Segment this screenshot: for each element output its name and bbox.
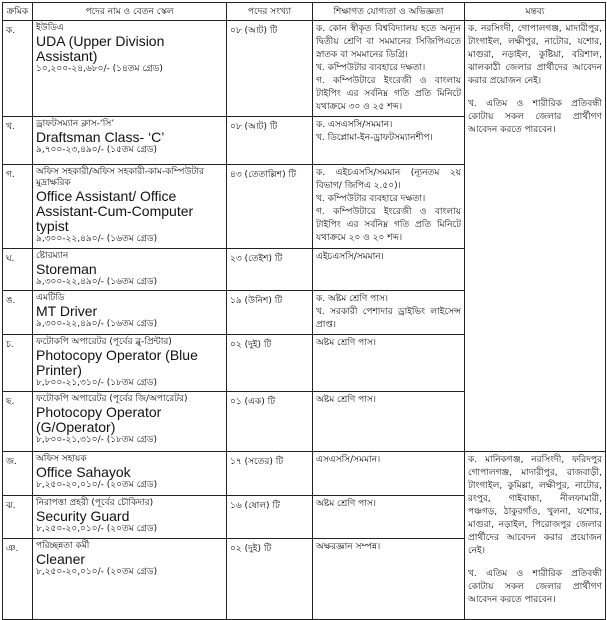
pay-scale: ৮,২৫০-২০,০১০/- (২০তম গ্রেড)	[36, 567, 158, 578]
pay-scale: ৮,৮০০-২১,৩১০/- (১৮তম গ্রেড)	[36, 378, 158, 388]
qualification-item: ক. এসএসসি/সমমান।	[316, 120, 393, 130]
qualification-cell	[313, 21, 465, 117]
pay-scale: ৮,২৫০-২০,০১০/- (২০তম গ্রেড)	[36, 523, 158, 534]
post-name-en: Draftsman Class- ‘C’	[36, 129, 165, 145]
post-name-en: MT Driver	[36, 303, 98, 319]
post-name-bn: পরিচ্ছন্নতা কর্মী	[36, 541, 90, 552]
post-name-en: Cleaner	[36, 551, 86, 568]
post-cell	[33, 539, 227, 620]
header-serial: ক্রমিক	[3, 3, 33, 21]
header-remarks: মন্তব্য	[465, 3, 606, 21]
post-name-bn: ষ্টোরম্যান	[36, 251, 69, 261]
qualification-item: গ. কম্পিউটারে ইংরেজী ও বাংলায় টাইপিং এর সর্বনিম্ন গতি প্রতি মিনিটে যথাক্রমে ৩০ ও ২৫ শব্দ।	[316, 76, 461, 112]
qualification-item: ক. কোন স্বীকৃত বিশ্ববিদ্যালয় হতে অন্যূন দ্বিতীয় শ্রেণি বা সমমানের সিজিপিএতে স্নাতক বা সমমানের ডিগ্রি।	[316, 24, 461, 60]
row-serial: জ.	[3, 452, 33, 496]
post-cell	[33, 495, 227, 539]
row-serial: ঞ.	[3, 539, 33, 620]
qualification-item: অষ্টম শ্রেণি পাস।	[316, 498, 377, 509]
post-cell	[33, 392, 227, 452]
post-name-en: UDA (Upper Division Assistant)	[36, 33, 165, 64]
qualification-cell	[313, 452, 465, 496]
post-name-en: Photocopy Operator (Blue Printer)	[36, 347, 198, 378]
remark-item: খ. এতিম ও শারীরিক প্রতিবন্ধী কোটায় সকল জেলার প্রার্থীগণ আবেদন করতে পারবেন।	[468, 569, 602, 605]
post-name-en: Photocopy Operator (G/Operator)	[36, 404, 162, 435]
qualification-item: খ. সরকারী পেশাদার ড্রাইভিং লাইসেন্স প্রাপ্ত।	[316, 307, 461, 330]
qualification-cell	[313, 291, 465, 335]
qualification-item: এইচএসসি/সমমান।	[316, 252, 384, 262]
header-post: পদের নাম ও বেতন স্কেল	[33, 3, 227, 21]
row-serial: ঙ.	[3, 291, 33, 335]
qualification-item: ক. এইচএসসি/সমমান (ন্যূনতম ২য় বিভাগ/ জিপিএ ২.৫০)।	[316, 168, 461, 191]
pay-scale: ৯,৩০০-২২,৪৯০/- (১৬তম গ্রেড)	[36, 234, 158, 244]
table-row	[3, 21, 606, 117]
post-name-bn: নিরাপত্তা প্রহরী (পূর্বের চৌকিদার)	[36, 497, 154, 508]
pay-scale: ৮,২৫০-২০,০১০/- (২০তম গ্রেড)	[36, 480, 158, 490]
row-serial: ছ.	[3, 392, 33, 452]
post-count: ১৭ (সতের) টি	[227, 452, 313, 496]
qualification-cell	[313, 539, 465, 620]
post-name-bn: অফিস সহায়ক	[36, 454, 87, 464]
post-count: ০৮ (আট) টি	[227, 21, 313, 117]
table-header-row	[3, 3, 606, 21]
row-serial: চ.	[3, 335, 33, 392]
post-count: ০১ (এক) টি	[227, 392, 313, 452]
qualification-cell	[313, 392, 465, 452]
post-name-en: Office Assistant/ Office Assistant-Cum-Computer typist	[36, 188, 194, 234]
vacancy-table	[2, 2, 606, 620]
row-serial: গ.	[3, 165, 33, 249]
remark-item: খ. এতিম ও শারীরিক প্রতিবন্ধী কোটায় সকল জেলার প্রার্থীগণ আবেদন করতে পারবেন।	[468, 99, 602, 135]
post-name-en: Storeman	[36, 261, 97, 277]
header-count: পদের সংখ্যা	[227, 3, 313, 21]
pay-scale: ৯,৭০০-২৩,৪৯০/- (১৫তম গ্রেড)	[36, 145, 158, 155]
row-serial: খ.	[3, 117, 33, 165]
post-count: ২৩ (তেইশ) টি	[227, 249, 313, 291]
post-name-bn: অফিস সহকারী/অফিস সহকারী-কাম-কম্পিউটার মুদ্রাক্ষরিক	[36, 167, 204, 188]
row-serial: ঝ.	[3, 495, 33, 539]
remark-item: ক. মানিকগঞ্জ, নরসিংদী, ফরিদপুর গোপালগঞ্জ, মাদারীপুর, রাজবাড়ী, টাংগাইল, কুমিল্লা, লক্ষীপুর, নাটোর, রংপুর, গাইবান্ধা, নীলফামারী, পঞ্চগড়, ঠাকুরগাঁও, খুলনা, যশোর, মাগুরা, নড়াইল, পিরোজপুর জেলার প্রার্থীদের আবেদন করার প্রয়োজন নেই।	[468, 455, 602, 556]
job-circular-page	[2, 2, 605, 605]
header-qualification: শিক্ষাগত যোগ্যতা ও অভিজ্ঞতা	[313, 3, 465, 21]
qualification-item: খ. ডিপ্লোমা-ইন-ড্রাফটসম্যানশীপ।	[316, 133, 433, 143]
qualification-item: অক্ষরজ্ঞান সম্পন্ন।	[316, 542, 381, 553]
post-cell	[33, 452, 227, 496]
pay-scale: ৮,৮০০-২১,৩১০/- (১৮তম গ্রেড)	[36, 435, 158, 445]
qualification-item: খ. কম্পিউটার ব্যবহারে দক্ষতা।	[316, 194, 426, 204]
post-count: ০২ (দুই) টি	[227, 539, 313, 620]
remarks-cell-group1	[465, 21, 606, 452]
post-count: ১৬ (ষোল) টি	[227, 495, 313, 539]
row-serial: ক.	[3, 21, 33, 117]
qualification-item: ক. অষ্টম শ্রেণি পাস।	[316, 294, 389, 304]
qualification-item: অষ্টম শ্রেণি পাস।	[316, 395, 377, 405]
qualification-item: গ. কম্পিউটারে ইংরেজী ও বাংলায় টাইপিং এর সর্বনিম্ন গতি প্রতি মিনিটে যথাক্রমে ২০ ও ২০ শব্দ।	[316, 207, 461, 243]
qualification-item: এসএসসি/সমমান।	[316, 455, 381, 465]
remark-item: ক. নরসিংদী, গোপালগঞ্জ, মাদারীপুর, টাংগাইল, লক্ষীপুর, নাটোর, যশোর, মাগুরা, নড়াইল, কুষ্টিয়া, বরিশাল, ঝালকাঠী জেলার প্রার্থীদের আবেদন করার প্রয়োজন নেই।	[468, 24, 602, 86]
post-count: ১৯ (উনিশ) টি	[227, 291, 313, 335]
post-cell	[33, 117, 227, 165]
table-row	[3, 452, 606, 496]
pay-scale: ৯,৩০০-২২,৪৯০/- (১৬তম গ্রেড)	[36, 319, 158, 329]
post-name-bn: ড্রাফটসম্যান ক্লাস-‘সি’	[36, 119, 115, 129]
post-name-en: Security Guard	[36, 507, 130, 524]
post-count: ৪৩ (তেতাল্লিশ) টি	[227, 165, 313, 249]
post-count: ০৮ (আট) টি	[227, 117, 313, 165]
pay-scale: ১০,২০০-২৪,৬৮০/- (১৪তম গ্রেড)	[36, 64, 163, 74]
post-cell	[33, 291, 227, 335]
qualification-cell	[313, 249, 465, 291]
post-name-bn: ফটোকপি অপারেটর (পূর্বের জি/অপারেটর)	[36, 394, 188, 404]
post-cell	[33, 165, 227, 249]
post-cell	[33, 335, 227, 392]
pay-scale: ৯,৩০০-২২,৪৯০/- (১৬তম গ্রেড)	[36, 277, 158, 287]
post-name-bn: ফটোকপি অপারেটর (পূর্বের ব্লু-প্রিন্টার)	[36, 337, 172, 347]
post-cell	[33, 21, 227, 117]
row-serial: ঘ.	[3, 249, 33, 291]
qualification-cell	[313, 165, 465, 249]
post-count: ০২ (দুই) টি	[227, 335, 313, 392]
post-name-bn: ইউডিএ	[36, 23, 64, 33]
remarks-cell-group2	[465, 452, 606, 620]
qualification-item: অষ্টম শ্রেণি পাস।	[316, 338, 377, 348]
post-name-en: Office Sahayok	[36, 464, 131, 480]
post-cell	[33, 249, 227, 291]
qualification-cell	[313, 117, 465, 165]
post-name-bn: এমটিডি	[36, 293, 65, 303]
qualification-cell	[313, 495, 465, 539]
qualification-item: খ. কম্পিউটার ব্যবহারে দক্ষতা।	[316, 63, 426, 73]
qualification-cell	[313, 335, 465, 392]
